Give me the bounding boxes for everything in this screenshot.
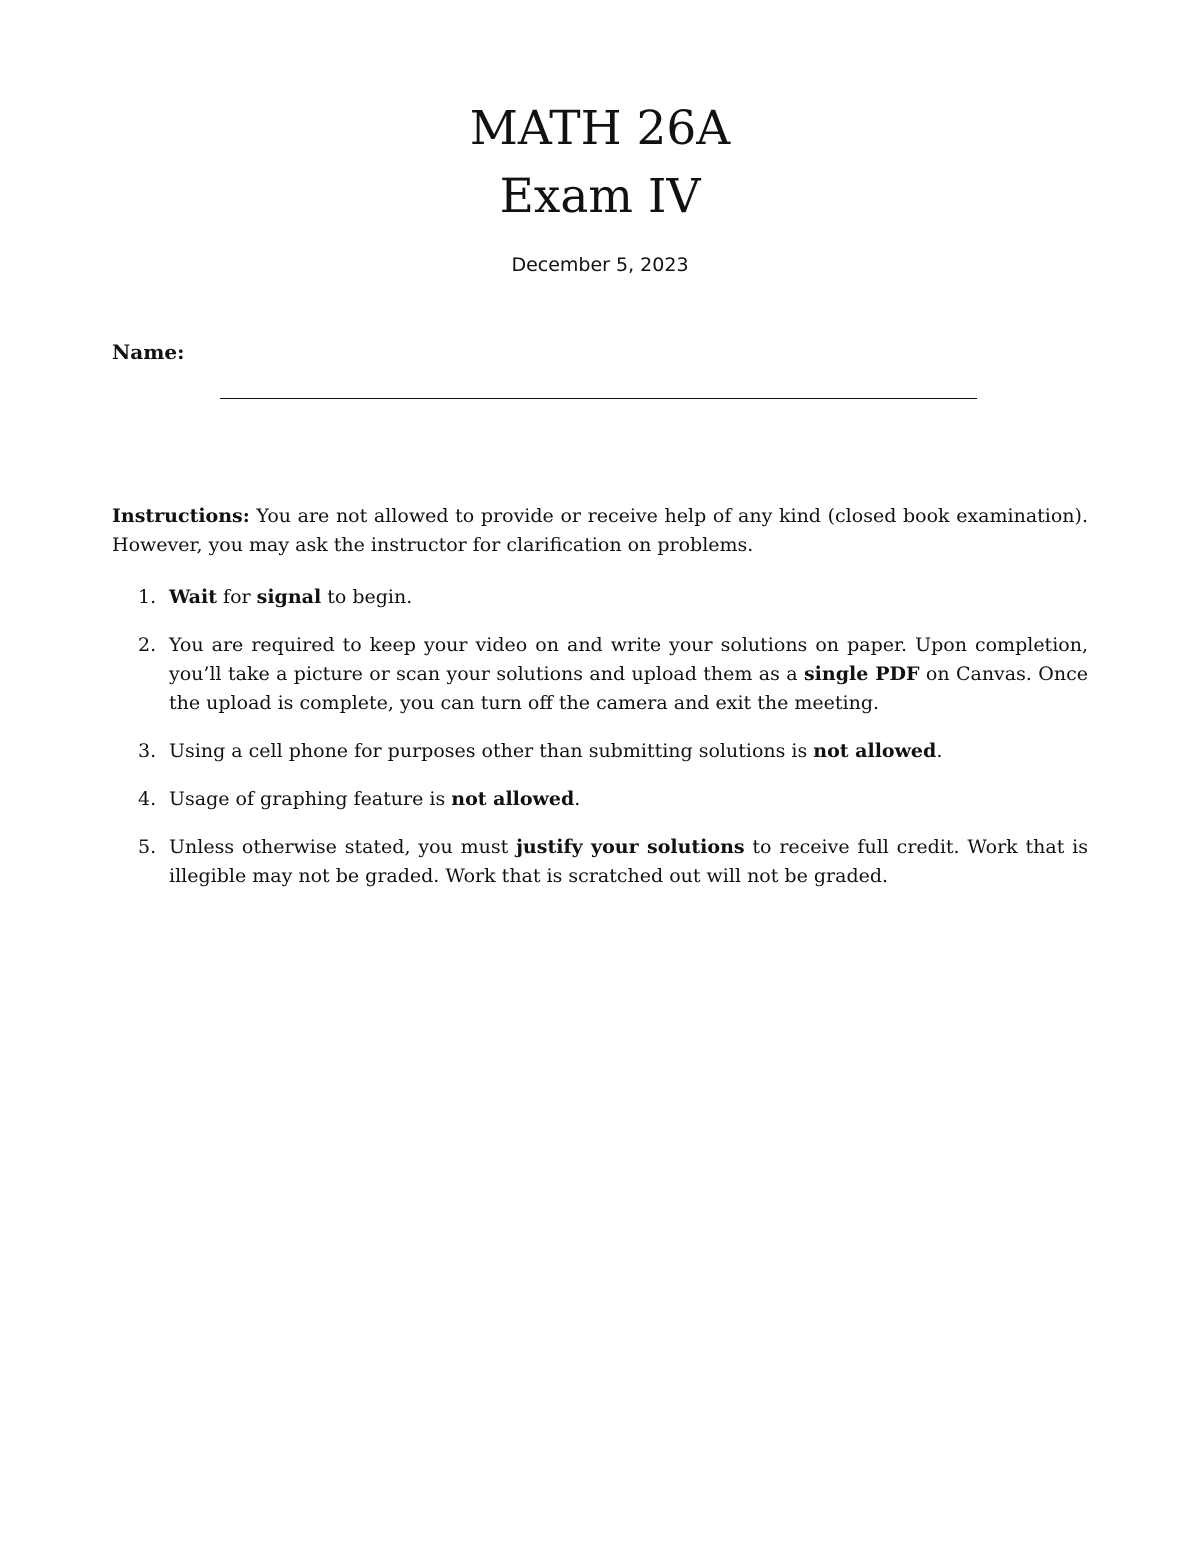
name-blank-line — [220, 398, 977, 399]
instructions-text: You are not allowed to provide or receive help of any kind (closed book examination). However, you may ask the instructor for clarification on problems. — [112, 505, 1088, 556]
list-item-number: 2. — [138, 634, 157, 656]
list-item — [112, 631, 1088, 718]
list-item-number: 4. — [138, 788, 157, 810]
rule-bold-text: single PDF — [803, 663, 920, 685]
list-item — [112, 833, 1088, 891]
rule-text: Using a cell phone for purposes other than submitting solutions is — [169, 740, 814, 762]
rule-text: to receive full credit. Work that is illegible may not be graded. Work that is scratched out will not be graded. — [169, 836, 1088, 887]
list-item — [112, 737, 1088, 766]
rule-text: to begin. — [321, 586, 413, 608]
list-item-number: 3. — [138, 740, 157, 762]
rules-list — [112, 583, 1088, 910]
rule-bold-text: Wait — [169, 586, 217, 608]
list-item — [112, 785, 1088, 814]
course-title: MATH 26A — [469, 101, 731, 156]
list-item-number: 5. — [138, 836, 157, 858]
exam-title: Exam IV — [499, 169, 701, 224]
rule-text: You are required to keep your video on and write your solutions on paper. Upon completion, you’ll take a picture or scan your solutions and upload them as a — [169, 634, 1088, 685]
name-label: Name: — [112, 340, 185, 364]
instructions-paragraph — [112, 502, 1088, 560]
rule-bold-text: signal — [256, 586, 322, 608]
rule-text: . — [574, 788, 581, 810]
exam-date: December 5, 2023 — [511, 254, 689, 276]
rule-text: for — [217, 586, 257, 608]
rule-text: on Canvas. Once the upload is complete, you can turn off the camera and exit the meeting. — [169, 663, 1088, 714]
rule-text: Usage of graphing feature is — [169, 788, 452, 810]
rule-bold-text: not allowed — [451, 788, 575, 810]
instructions-lead: Instructions: — [112, 505, 250, 527]
rule-text: Unless otherwise stated, you must — [169, 836, 517, 858]
list-item-number: 1. — [138, 586, 157, 608]
rule-bold-text: not allowed — [813, 740, 937, 762]
rule-text: . — [936, 740, 943, 762]
rule-bold-text: justify your solutions — [516, 836, 745, 858]
list-item — [112, 583, 1088, 612]
